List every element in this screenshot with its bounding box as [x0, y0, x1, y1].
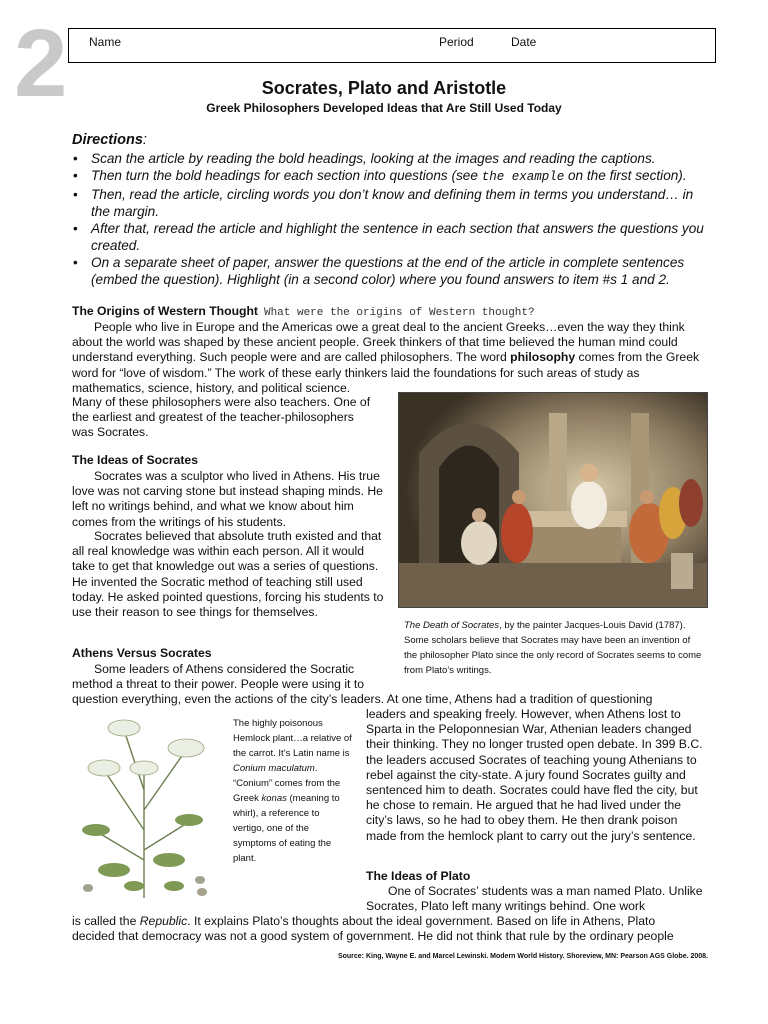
origins-paragraph: People who live in Europe and the Americas owe a great deal to the ancient Greeks…even the way they think about the world was shaped by these ancient people. Greek thinkers of that time believed the human mind could understand everything. Such people were and are called philosophers. The word philosophy comes from the Greek word for “love of wisdom.” The work of these early thinkers laid the foundations for such areas of study as mathematics, science, history, and political science. — [72, 320, 700, 395]
period-label: Period — [439, 35, 474, 49]
direction-item: • Scan the article by reading the bold headings, looking at the images and reading the captions. — [72, 150, 712, 167]
section-heading-ideas-of-socrates: The Ideas of Socrates — [72, 453, 198, 467]
teachers-paragraph: Many of these philosophers were also teachers. One of the earliest and greatest of the teacher-philosophers was Socrates. — [72, 395, 371, 440]
page-number: 2 — [14, 10, 68, 117]
direction-item: • Then, read the article, circling words you don’t know and defining them in terms you understand… in the margin. — [72, 186, 712, 220]
direction-item: • Then turn the bold headings for each section into questions (see the example on the first section). — [72, 167, 712, 186]
death-of-socrates-painting — [398, 392, 708, 608]
plato-paragraph-part-3: decided that democracy was not a good system of government. He did not think that rule by the ordinary people — [72, 929, 674, 943]
direction-item: • After that, reread the article and highlight the sentence in each section that answers the questions you created. — [72, 220, 712, 254]
athens-paragraph-part-2: question everything, even the actions of the city’s leaders. At one time, Athens had a tradition of questioning — [72, 692, 653, 706]
name-label: Name — [89, 35, 122, 49]
student-info-box — [68, 28, 716, 63]
socrates-paragraph-2: Socrates believed that absolute truth existed and that all real knowledge was within each person. All it would take to get that knowledge out was a series of questions. He invented the Socratic method of teaching still used today. He asked pointed questions, forcing his students to use their reason to see things for themselves. — [72, 529, 384, 620]
section-heading-athens-vs-socrates: Athens Versus Socrates — [72, 646, 212, 660]
painting-caption: The Death of Socrates, by the painter Jacques-Louis David (1787). Some scholars believe that Socrates may have been an invention of the philosopher Plato since the only record of Socrates seems to come from Plato’s writings. — [404, 620, 702, 676]
directions-heading: Directions: — [72, 132, 147, 148]
page-title: Socrates, Plato and Aristotle — [261, 78, 507, 98]
socrates-paragraph-1: Socrates was a sculptor who lived in Athens. His true love was not carving stone but instead shaping minds. He left no writings behind, and what we know about him comes from the writings of his students. — [72, 469, 383, 529]
section-heading-ideas-of-plato: The Ideas of Plato — [366, 869, 471, 883]
direction-item: • On a separate sheet of paper, answer the questions at the end of the article in complete sentences (embed the question). Highlight (in a second color) where you found answers to item #s 1 and 2. — [72, 254, 712, 288]
date-label: Date — [511, 35, 537, 49]
plato-paragraph-part-1: One of Socrates’ students was a man named Plato. Unlike Socrates, Plato left many writings behind. One work — [366, 884, 703, 914]
directions-list — [72, 150, 712, 288]
athens-paragraph-part-3: leaders and speaking freely. However, when Athens lost to Sparta in the Peloponnesian War, Athenian leaders changed their thinking. They no longer trusted open debate. In 399 B.C. the leaders accused Socrates of teaching young Athenians to rebel against the city-state. A jury found Socrates guilty and sentenced him to death. Socrates could have fled the city, but he chose to remain. He argued that he had lived under the city’s laws, so he had to obey them. He then drank poison made from the hemlock plant to carry out the jury’s sentence. — [366, 707, 703, 843]
hemlock-plant-illustration — [74, 710, 214, 900]
example-question: What were the origins of Western thought? — [263, 307, 535, 319]
page-subtitle: Greek Philosophers Developed Ideas that Are Still Used Today — [206, 101, 562, 115]
athens-paragraph-part-1: Some leaders of Athens considered the Socratic method a threat to their power. People were using it to — [72, 662, 364, 692]
plato-paragraph-part-2: is called the Republic. It explains Plato’s thoughts about the ideal government. Based on life in Athens, Plato — [72, 914, 656, 928]
hemlock-caption: The highly poisonous Hemlock plant…a relative of the carrot. It’s Latin name is Conium maculatum. “Conium” comes from the Greek konas (meaning to whirl), a reference to vertigo, one of the symptoms of eating the plant. — [233, 718, 352, 864]
source-citation: Source: King, Wayne E. and Marcel Lewinski. Modern World History. Shoreview, MN: Pearson AGS Globe. 2008. — [337, 953, 708, 960]
section-heading-origins: The Origins of Western Thought What were the origins of Western thought? — [72, 304, 535, 319]
